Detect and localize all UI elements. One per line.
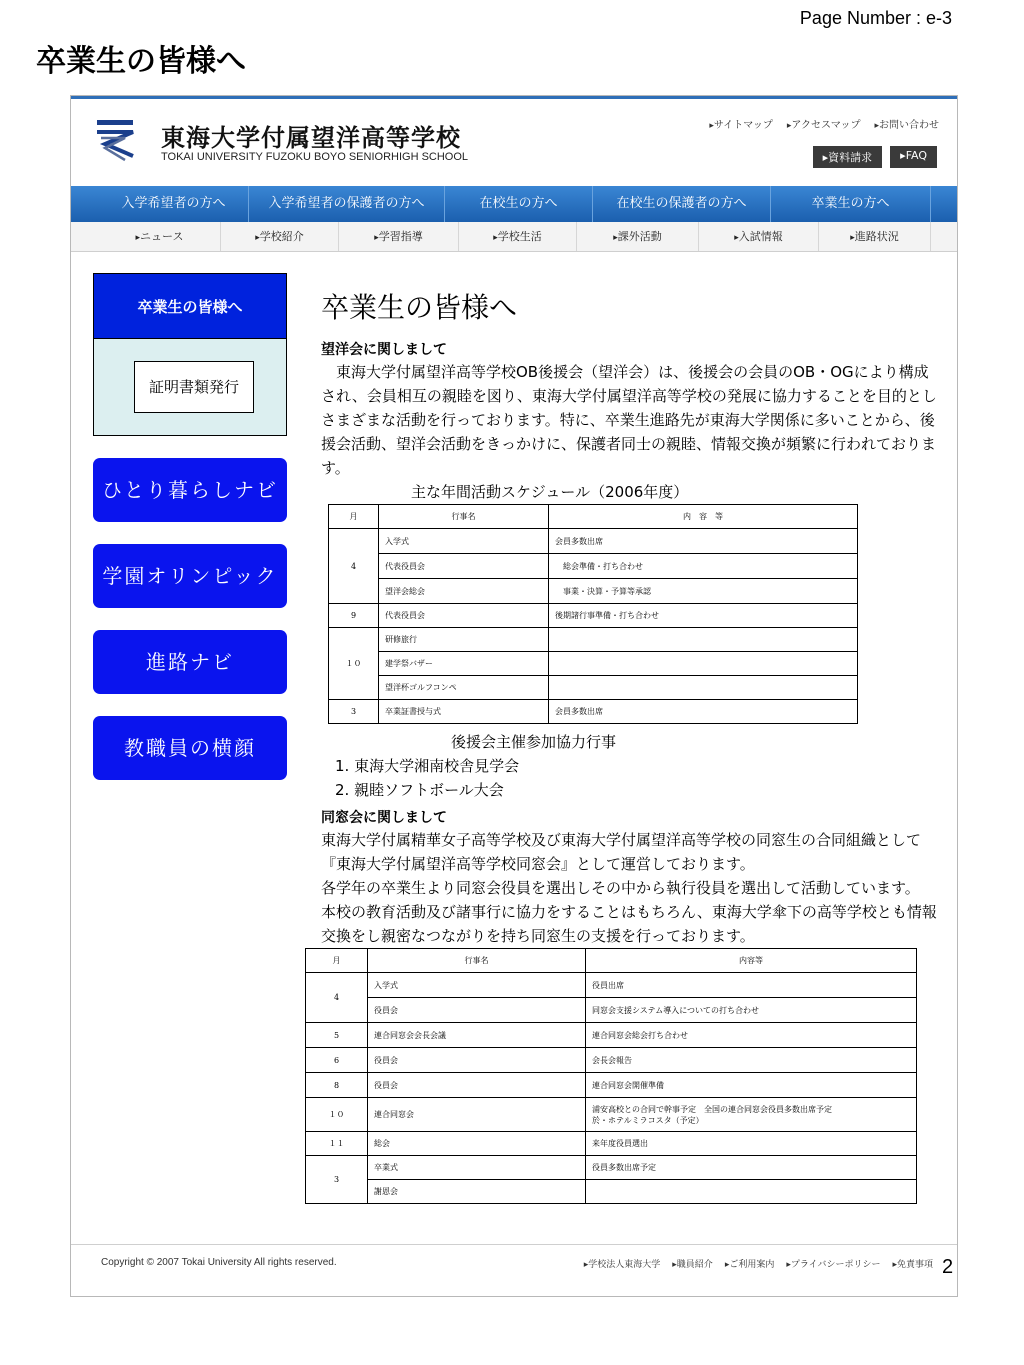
slide-title: 卒業生の皆様へ <box>36 44 246 79</box>
nav-graduates[interactable]: 卒業生の方へ <box>771 186 931 222</box>
table-cell: 会員多数出席 <box>549 529 858 554</box>
table-cell: 9 <box>329 604 379 628</box>
living-alone-navi-button[interactable]: ひとり暮らしナビ <box>93 458 287 522</box>
table-cell: 役員多数出席予定 <box>586 1156 917 1180</box>
dosokai-paragraph: 各学年の卒業生より同窓会役員を選出しその中から執行役員を選出して活動しています。 <box>321 879 920 897</box>
table-row <box>329 529 858 554</box>
school-olympics-button[interactable]: 学園オリンピック <box>93 544 287 608</box>
table-cell: 入学式 <box>379 529 549 554</box>
table-cell: 事業・決算・予算等承認 <box>549 579 858 604</box>
nav-current-parents[interactable]: 在校生の保護者の方へ <box>593 186 771 222</box>
table-cell: 役員出席 <box>586 973 917 998</box>
faq-button[interactable]: ▸ FAQ <box>890 146 937 168</box>
table-cell: 連合同窓会会長会議 <box>368 1023 586 1048</box>
table-cell: １０ <box>306 1098 368 1132</box>
sitemap-link[interactable]: ▸ サイトマップ <box>709 116 772 131</box>
dosokai-paragraph: 本校の教育活動及び諸事行に協力をすることはもちろん、東海大学傘下の高等学校とも情報交換をし親密なつながりを持ち同窓生の支援を行っております。 <box>321 903 937 945</box>
table-row <box>306 1073 917 1098</box>
footer-link-usage[interactable]: ▸ ご利用案内 <box>725 1257 775 1270</box>
table-header: 内 容 等 <box>549 505 858 529</box>
table-header: 月 <box>329 505 379 529</box>
table-cell: 役員会 <box>368 1048 586 1073</box>
faculty-profiles-button[interactable]: 教職員の横顔 <box>93 716 287 780</box>
sidebar-current-page[interactable]: 卒業生の皆様へ <box>93 273 287 339</box>
table-cell: 代表役員会 <box>379 604 549 628</box>
site-footer <box>71 1244 957 1297</box>
table-cell: 8 <box>306 1073 368 1098</box>
annual-schedule-table <box>328 504 858 724</box>
table-cell <box>549 628 858 652</box>
table-cell: 5 <box>306 1023 368 1048</box>
school-name-english: TOKAI UNIVERSITY FUZOKU BOYO SENIORHIGH SCHOOL <box>161 151 469 163</box>
table-cell: 望洋会総会 <box>379 579 549 604</box>
table-row <box>306 998 917 1023</box>
table-header: 行事名 <box>368 949 586 973</box>
table-header: 行事名 <box>379 505 549 529</box>
nav-prospective-parents[interactable]: 入学希望者の保護者の方へ <box>249 186 445 222</box>
header-buttons <box>813 146 937 168</box>
contact-link[interactable]: ▸ お問い合わせ <box>874 116 939 131</box>
footer-link-privacy[interactable]: ▸ プライバシーポリシー <box>786 1257 880 1270</box>
table-row <box>306 1048 917 1073</box>
utility-links <box>709 116 939 131</box>
table-cell: 総会 <box>368 1132 586 1156</box>
table-header: 内容等 <box>586 949 917 973</box>
table-cell: １０ <box>329 628 379 700</box>
table-row <box>306 973 917 998</box>
brochure-request-button[interactable]: ▸ 資料請求 <box>813 146 883 168</box>
table-cell: 入学式 <box>368 973 586 998</box>
subnav-academics[interactable]: ▸ 学習指導 <box>339 222 459 251</box>
table-cell: 会長会報告 <box>586 1048 917 1073</box>
subnav-news[interactable]: ▸ ニュース <box>99 222 221 251</box>
table-cell: 同窓会支援システム導入についての打ち合わせ <box>586 998 917 1023</box>
table-cell: 研修旅行 <box>379 628 549 652</box>
table-cell: 建学祭バザー <box>379 652 549 676</box>
footer-links <box>584 1257 933 1270</box>
table-cell: 4 <box>329 529 379 604</box>
table-row <box>306 1023 917 1048</box>
table-cell: 連合同窓会総会打ち合わせ <box>586 1023 917 1048</box>
table-cell: 来年度役員選出 <box>586 1132 917 1156</box>
table-cell: 連合同窓会開催準備 <box>586 1073 917 1098</box>
table-cell: 代表役員会 <box>379 554 549 579</box>
table-row <box>329 700 858 724</box>
footer-link-disclaimer[interactable]: ▸ 免責事項 <box>892 1257 933 1270</box>
table-row <box>306 1156 917 1180</box>
table-cell: 3 <box>306 1156 368 1204</box>
subnav-admissions[interactable]: ▸ 入試情報 <box>699 222 819 251</box>
boyo-description: 東海大学付属望洋高等学校OB後援会（望洋会）は、後援会の会員のOB・OGにより構成され、会員相互の親睦を図り、東海大学付属望洋高等学校の発展に協力することを目的としさまざまな活動を行っております。特に、卒業生進路先が東海大学関係に多いことから、後援会活動、望洋会活動をきっかけに、保護者同士の親睦、情報交換が頻繁に行われております。 <box>321 363 937 477</box>
table-row <box>329 652 858 676</box>
subnav-school-intro[interactable]: ▸ 学校紹介 <box>221 222 339 251</box>
table-cell <box>549 652 858 676</box>
table-cell: 4 <box>306 973 368 1023</box>
copyright-text: Copyright © 2007 Tokai University All rights reserved. <box>101 1257 337 1268</box>
table-cell <box>586 1180 917 1204</box>
table-row <box>306 1132 917 1156</box>
schedule-caption: 主な年間活動スケジュール（2006年度） <box>411 483 689 501</box>
subnav-career[interactable]: ▸ 進路状況 <box>819 222 931 251</box>
table-row <box>329 604 858 628</box>
access-map-link[interactable]: ▸ アクセスマップ <box>787 116 861 131</box>
slide-index: 2 <box>942 1256 954 1278</box>
footer-link-staff[interactable]: ▸ 職員紹介 <box>672 1257 713 1270</box>
sponsor-event-item: 1. 東海大学湘南校舎見学会 <box>335 757 520 775</box>
table-cell: 総会準備・打ち合わせ <box>549 554 858 579</box>
table-row <box>329 554 858 579</box>
table-cell: 謝恩会 <box>368 1180 586 1204</box>
subnav-extracurricular[interactable]: ▸ 課外活動 <box>577 222 699 251</box>
table-cell: 卒業証書授与式 <box>379 700 549 724</box>
table-cell: 6 <box>306 1048 368 1073</box>
table-cell: 浦安高校との合同で幹事予定 全国の連合同窓会役員多数出席予定 於・ホテルミラコスタ（予定） <box>586 1098 917 1132</box>
school-name: 東海大学付属望洋高等学校 <box>161 124 461 152</box>
page-title: 卒業生の皆様へ <box>321 291 518 324</box>
sidebar-submenu <box>93 339 287 436</box>
career-navi-button[interactable]: 進路ナビ <box>93 630 287 694</box>
dosokai-section-heading: 同窓会に関しまして <box>321 810 447 826</box>
boyo-section-heading: 望洋会に関しまして <box>321 342 447 358</box>
sponsor-event-item: 2. 親睦ソフトボール大会 <box>335 781 504 799</box>
header-topline <box>71 96 957 99</box>
table-cell: 卒業式 <box>368 1156 586 1180</box>
table-cell <box>549 676 858 700</box>
table-cell: 役員会 <box>368 1073 586 1098</box>
table-cell: 会員多数出席 <box>549 700 858 724</box>
table-row <box>329 676 858 700</box>
table-cell: 後期諸行事準備・打ち合わせ <box>549 604 858 628</box>
main-content <box>321 286 941 1204</box>
table-cell: 3 <box>329 700 379 724</box>
table-cell: 連合同窓会 <box>368 1098 586 1132</box>
table-header: 月 <box>306 949 368 973</box>
table-row <box>306 1180 917 1204</box>
page-number: Page Number : e-3 <box>799 8 952 28</box>
sponsor-events-heading: 後援会主催参加協力行事 <box>451 733 617 751</box>
table-row <box>329 628 858 652</box>
table-cell: １１ <box>306 1132 368 1156</box>
table-row <box>306 1098 917 1132</box>
school-logo-icon <box>95 116 135 166</box>
website-screenshot <box>70 95 958 1297</box>
table-cell: 役員会 <box>368 998 586 1023</box>
alumni-schedule-table <box>305 948 917 1204</box>
sub-navigation <box>71 222 957 252</box>
certificate-issue-button[interactable]: 証明書類発行 <box>134 361 254 413</box>
nav-current-students[interactable]: 在校生の方へ <box>445 186 593 222</box>
subnav-school-life[interactable]: ▸ 学校生活 <box>459 222 577 251</box>
main-navigation <box>71 186 957 222</box>
nav-prospective-students[interactable]: 入学希望者の方へ <box>99 186 249 222</box>
dosokai-paragraph: 東海大学付属精華女子高等学校及び東海大学付属望洋高等学校の同窓生の合同組織として『東海大学付属望洋高等学校同窓会』として運営しております。 <box>321 831 922 873</box>
table-cell: 望洋杯ゴルフコンペ <box>379 676 549 700</box>
footer-link-tokai-corp[interactable]: ▸ 学校法人東海大学 <box>584 1257 661 1270</box>
table-row <box>329 579 858 604</box>
